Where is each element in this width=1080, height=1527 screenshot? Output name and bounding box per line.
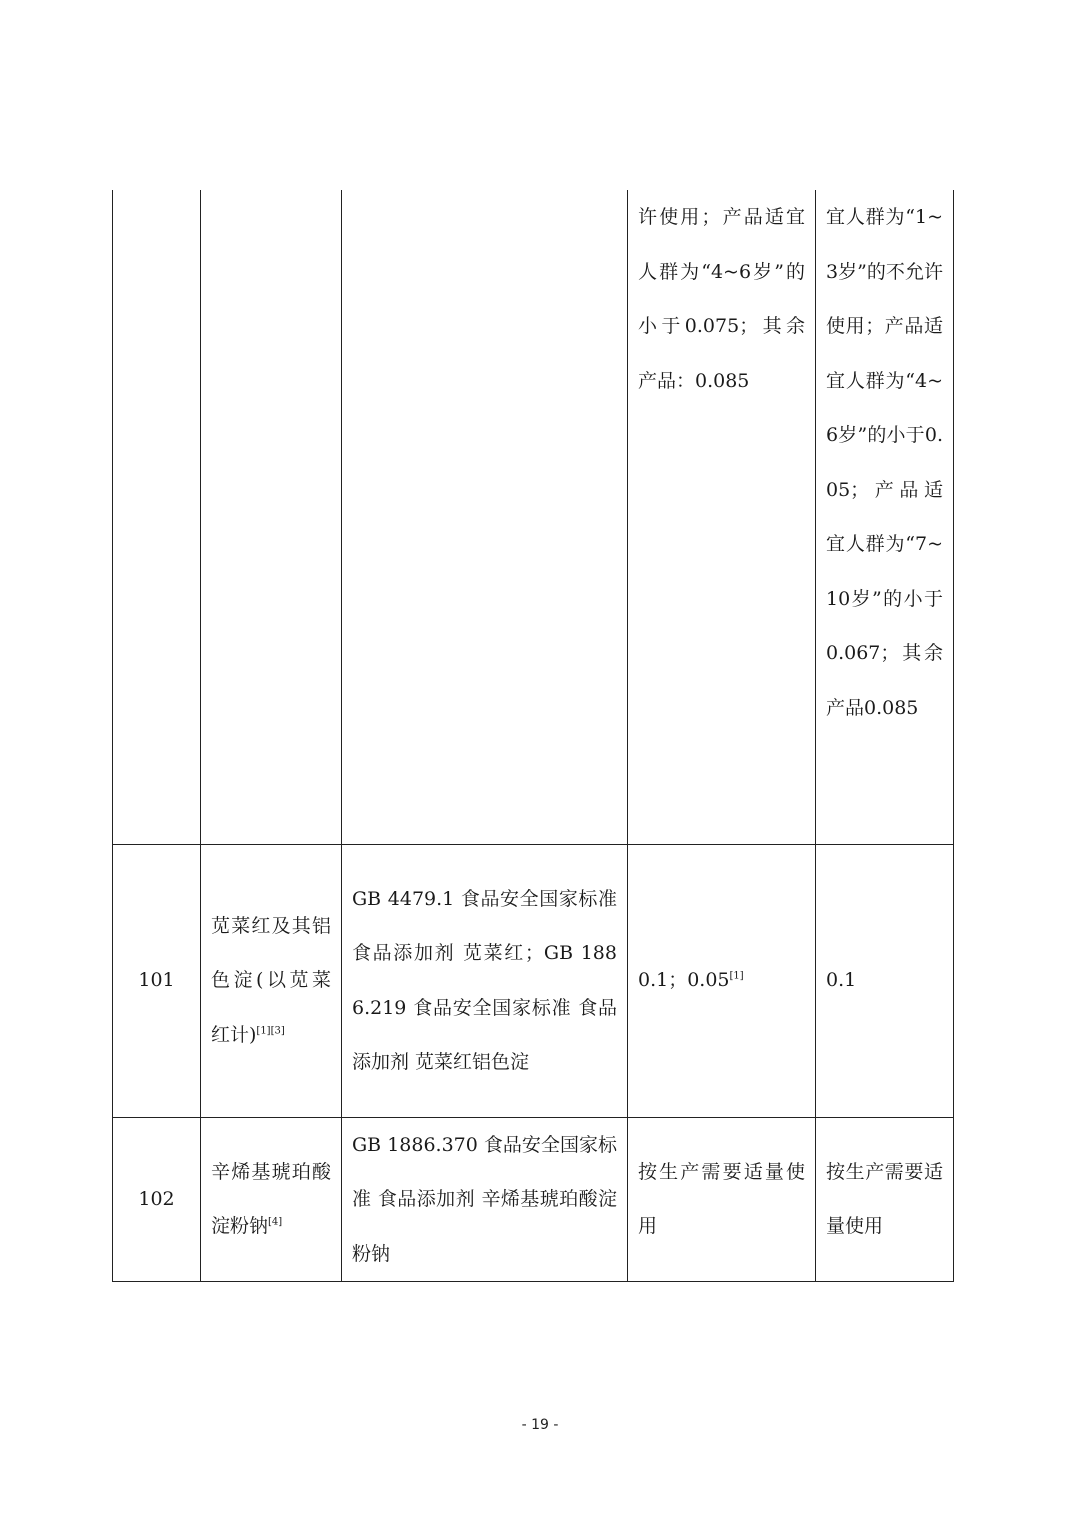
cell-limit-b: 0.1 bbox=[816, 844, 954, 1117]
cell-standard: GB 1886.370 食品安全国家标准 食品添加剂 辛烯基琥珀酸淀粉钠 bbox=[342, 1117, 628, 1282]
cell-name: 辛烯基琥珀酸淀粉钠[4] bbox=[201, 1117, 342, 1282]
footnote-ref: [1][3] bbox=[256, 1025, 285, 1037]
cell-limit-a: 0.1；0.05[1] bbox=[628, 844, 816, 1117]
footnote-ref: [4] bbox=[268, 1216, 283, 1228]
cell-no: 101 bbox=[113, 844, 201, 1117]
table-row-continued bbox=[113, 190, 954, 844]
cell-standard-empty bbox=[342, 190, 628, 844]
cell-name-empty bbox=[201, 190, 342, 844]
additive-table bbox=[112, 190, 954, 1282]
footnote-ref: [1] bbox=[729, 970, 744, 982]
cell-limit-b-continued: 宜人群为“1~3岁”的不允许使用；产品适宜人群为“4~6岁”的小于0.05；产品适宜人群为“7~10岁”的小于0.067；其余产品0.085 bbox=[816, 190, 954, 844]
table-row bbox=[113, 844, 954, 1117]
cell-standard: GB 4479.1 食品安全国家标准 食品添加剂 苋菜红；GB 1886.219 食品安全国家标准 食品添加剂 苋菜红铝色淀 bbox=[342, 844, 628, 1117]
cell-limit-a-continued: 许使用；产品适宜人群为“4~6岁”的小于0.075；其余产品：0.085 bbox=[628, 190, 816, 844]
table-row bbox=[113, 1117, 954, 1282]
cell-limit-a: 按生产需要适量使用 bbox=[628, 1117, 816, 1282]
cell-name: 苋菜红及其铝色淀(以苋菜红计)[1][3] bbox=[201, 844, 342, 1117]
cell-no: 102 bbox=[113, 1117, 201, 1282]
cell-no-empty bbox=[113, 190, 201, 844]
page-number: - 19 - bbox=[521, 1417, 559, 1433]
cell-limit-b: 按生产需要适量使用 bbox=[816, 1117, 954, 1282]
